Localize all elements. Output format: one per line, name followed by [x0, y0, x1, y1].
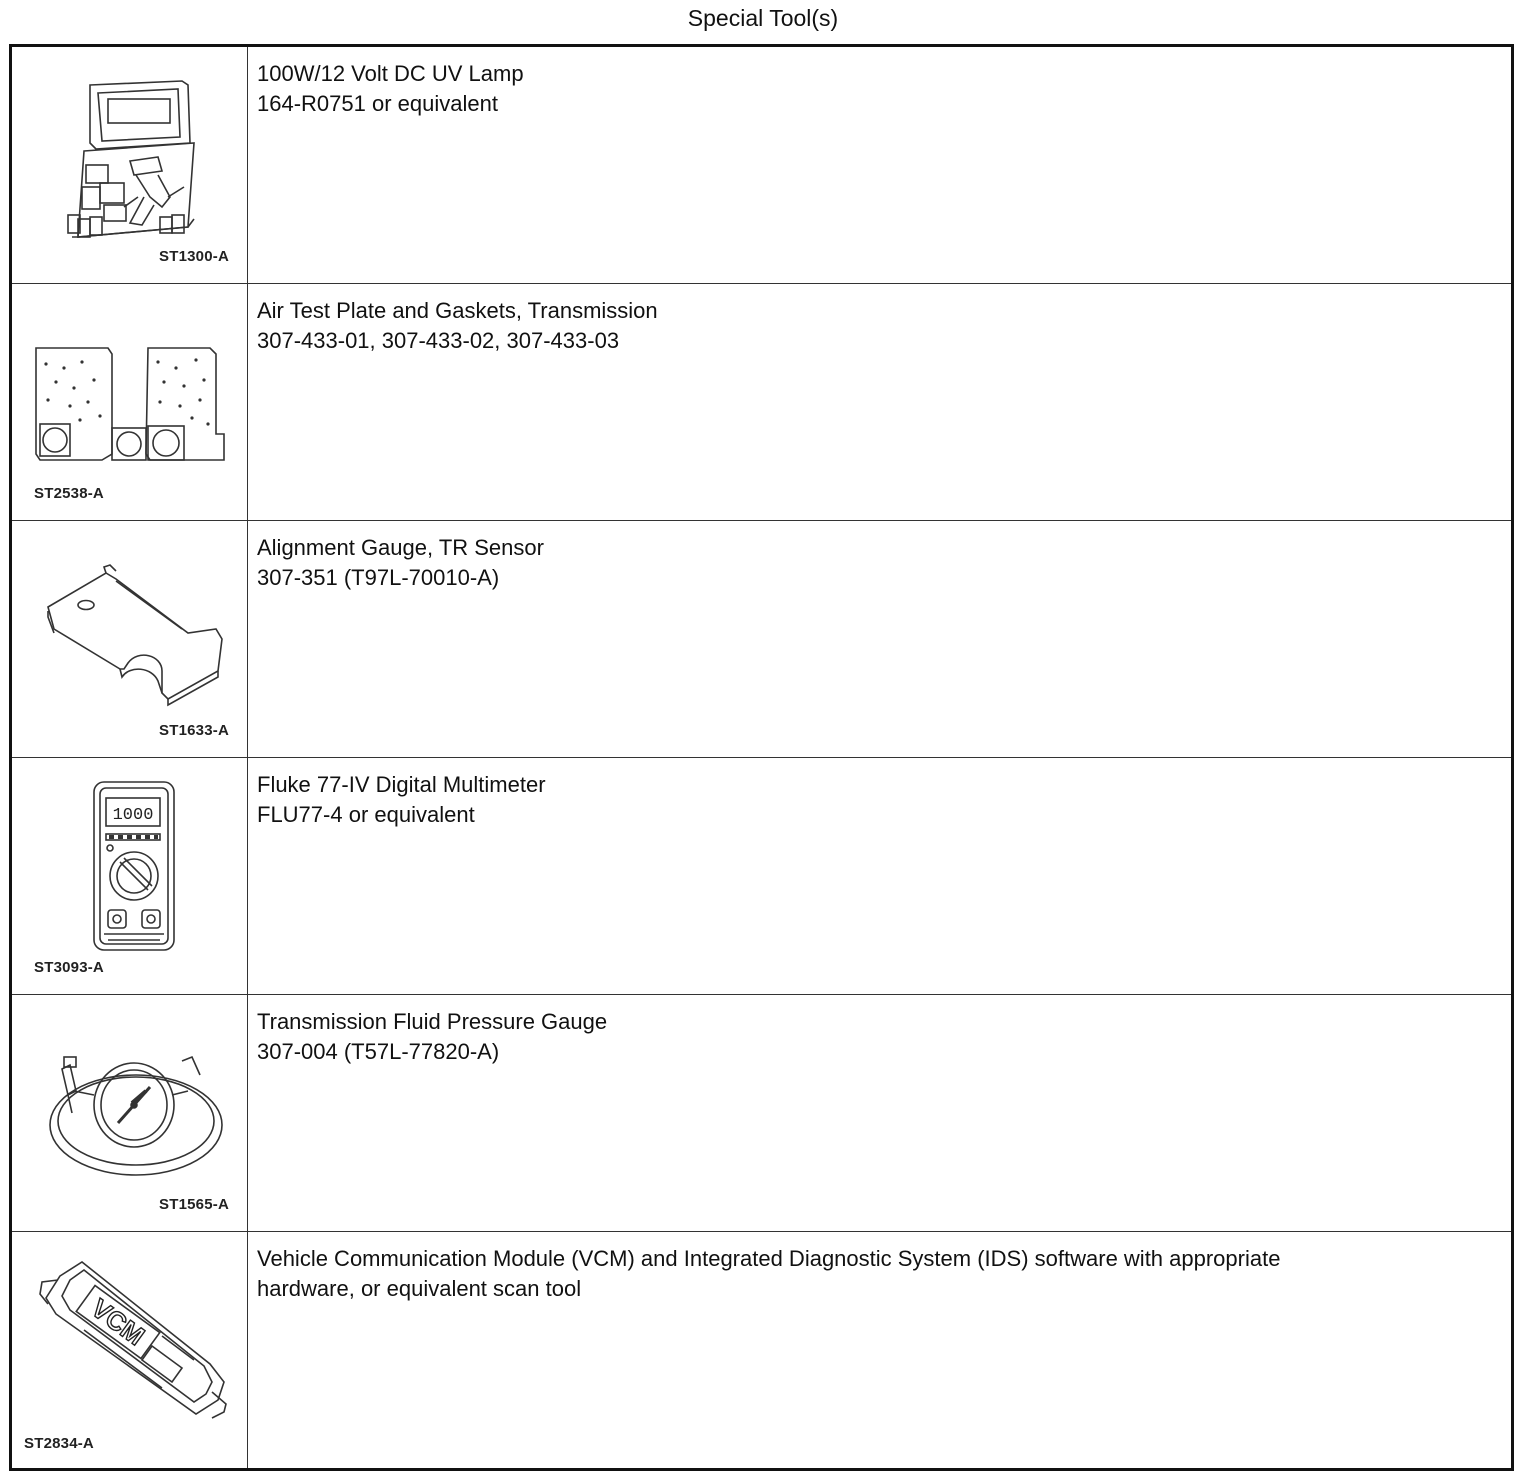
tool-part-number: hardware, or equivalent scan tool	[257, 1276, 582, 1301]
tool-image-cell	[12, 47, 248, 283]
tool-description	[248, 1232, 1511, 1468]
tool-row	[12, 521, 1511, 758]
tool-part-number: FLU77-4 or equivalent	[257, 802, 475, 827]
tool-name: Alignment Gauge, TR Sensor	[257, 535, 544, 560]
tool-image-cell	[12, 521, 248, 757]
multimeter-display-reading: 1000	[112, 806, 154, 825]
tool-row	[12, 1232, 1511, 1468]
tool-description	[248, 758, 1511, 994]
tool-description	[248, 521, 1511, 757]
tool-part-number: 307-433-01, 307-433-02, 307-433-03	[257, 328, 620, 353]
tool-image-code: ST3093-A	[34, 959, 104, 976]
vcm-device-label: VCM	[85, 1292, 151, 1352]
tool-row	[12, 284, 1511, 521]
tool-name: 100W/12 Volt DC UV Lamp	[257, 61, 524, 86]
tool-part-number: 307-004 (T57L-77820-A)	[257, 1039, 500, 1064]
tool-image-cell	[12, 1232, 248, 1468]
tool-image-code: ST1565-A	[159, 1196, 229, 1213]
tool-description	[248, 284, 1511, 520]
page-title: Special Tool(s)	[687, 5, 839, 31]
tool-image-code: ST2538-A	[34, 485, 104, 502]
tool-name: Transmission Fluid Pressure Gauge	[257, 1009, 608, 1034]
tool-name: Vehicle Communication Module (VCM) and Integrated Diagnostic System (IDS) software with appropriate	[257, 1246, 1281, 1271]
tool-row	[12, 995, 1511, 1232]
tool-part-number: 164-R0751 or equivalent	[257, 91, 498, 116]
tool-name: Air Test Plate and Gaskets, Transmission	[257, 298, 658, 323]
tool-row	[12, 47, 1511, 284]
tool-image-code: ST2834-A	[24, 1435, 94, 1452]
special-tools-table	[9, 44, 1514, 1471]
tool-description	[248, 995, 1511, 1231]
tool-image-code: ST1633-A	[159, 722, 229, 739]
tool-image-cell	[12, 284, 248, 520]
tool-part-number: 307-351 (T97L-70010-A)	[257, 565, 500, 590]
tool-name: Fluke 77-IV Digital Multimeter	[257, 772, 546, 797]
tool-description	[248, 47, 1511, 283]
tool-image-cell	[12, 995, 248, 1231]
tool-row	[12, 758, 1511, 995]
vcm-module-icon	[12, 1232, 247, 1468]
tool-image-code: ST1300-A	[159, 248, 229, 265]
tool-image-cell	[12, 758, 248, 994]
